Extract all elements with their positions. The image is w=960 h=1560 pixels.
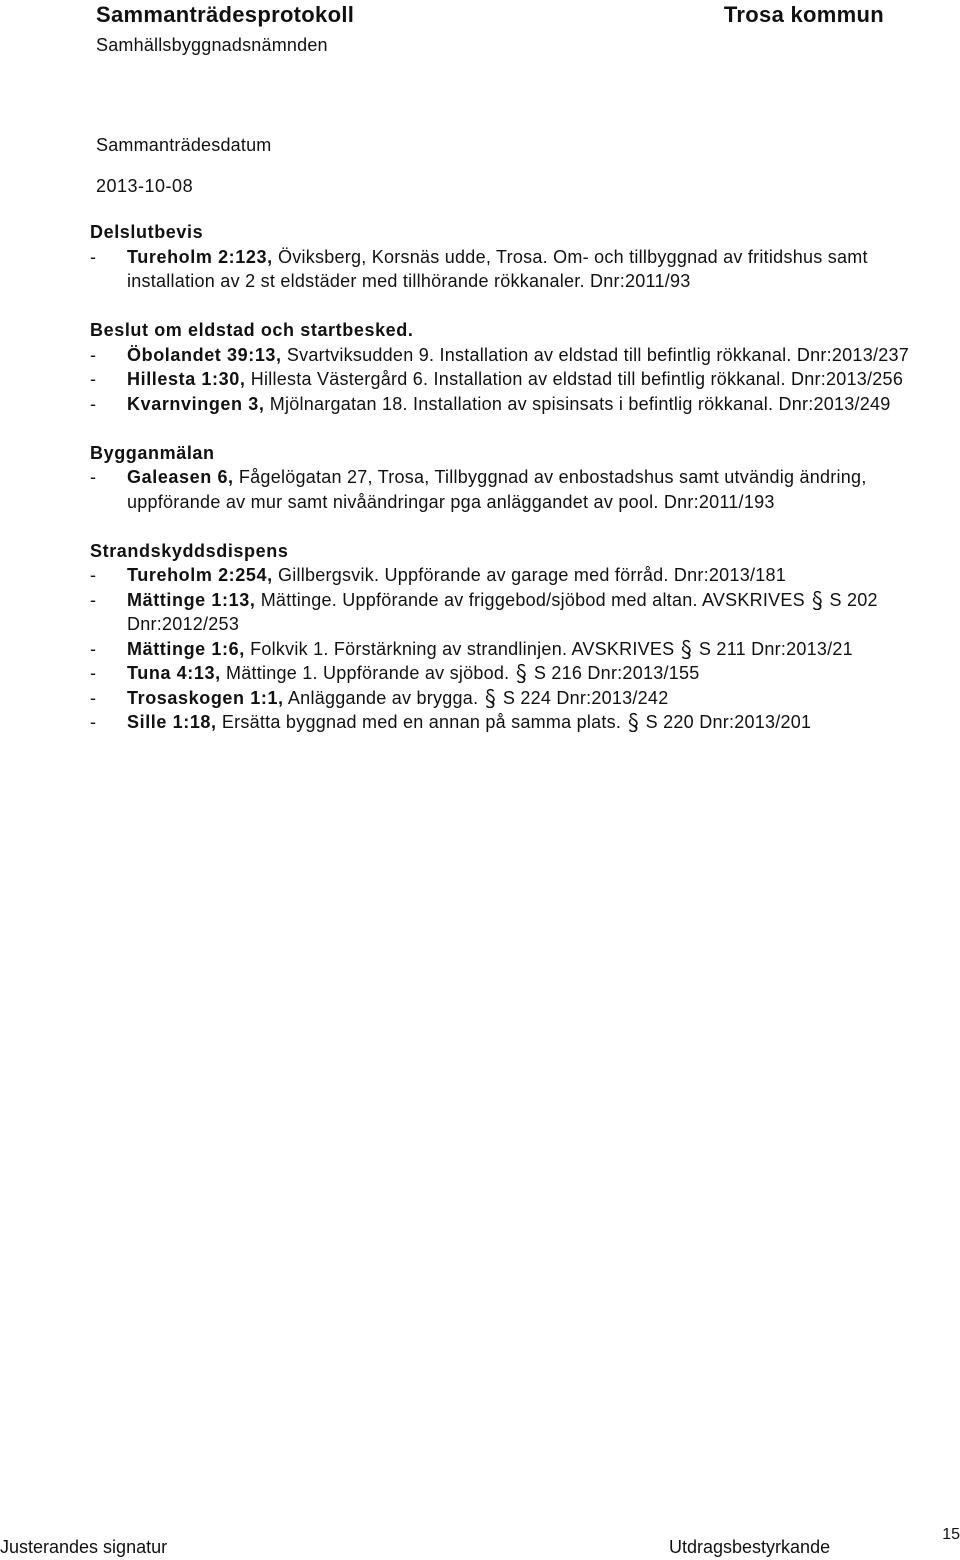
section-sign-icon	[680, 637, 694, 662]
property-designation: Tuna 4:13,	[127, 663, 221, 683]
list-item	[90, 588, 930, 637]
list-item	[90, 367, 930, 392]
list-marker: -	[90, 687, 97, 708]
list-item	[90, 686, 930, 711]
property-designation: Sille 1:18,	[127, 712, 217, 732]
list-item	[90, 637, 930, 662]
page-number: 15	[942, 1526, 960, 1543]
document-header	[96, 2, 354, 62]
list-marker: -	[90, 638, 97, 659]
item-list	[90, 343, 930, 417]
list-marker: -	[90, 369, 97, 389]
item-description: S 216 Dnr:2013/155	[528, 663, 700, 683]
list-item	[90, 563, 930, 588]
committee-name: Samhällsbyggnadsnämnden	[96, 35, 328, 55]
section	[90, 318, 930, 416]
municipality-name: Trosa kommun	[723, 2, 884, 27]
list-marker: -	[90, 663, 97, 683]
item-description: Gillbergsvik. Uppförande av garage med förråd. Dnr:2013/181	[272, 565, 786, 585]
section-sign-icon	[515, 661, 529, 686]
list-marker: -	[90, 344, 97, 365]
item-description: Anläggande av brygga.	[283, 687, 484, 708]
list-item	[90, 392, 930, 417]
list-marker: -	[90, 712, 97, 732]
item-description: Hillesta Västergård 6. Installation av eldstad till befintlig rökkanal. Dnr:2013/256	[245, 369, 904, 389]
list-marker: -	[90, 246, 97, 267]
property-designation: Tureholm 2:254,	[127, 565, 273, 585]
list-item	[90, 343, 930, 368]
section-sign-icon	[484, 686, 498, 711]
item-description: S 211 Dnr:2013/21	[693, 638, 853, 659]
property-designation: Tureholm 2:123,	[127, 246, 273, 267]
item-list	[90, 245, 930, 294]
section-heading: Beslut om eldstad och startbesked.	[90, 320, 414, 340]
property-designation: Öbolandet 39:13,	[127, 344, 282, 365]
property-designation: Kvarnvingen 3,	[127, 393, 265, 414]
property-designation: Hillesta 1:30,	[127, 369, 246, 389]
list-marker: -	[90, 467, 97, 487]
section-heading: Delslutbevis	[90, 222, 204, 242]
property-designation: Mättinge 1:6,	[127, 638, 245, 659]
item-description: Öviksberg, Korsnäs udde, Trosa. Om- och tillbyggnad av fritidshus samt installation av 2 st eldstäder med tillhörande rökkanaler. Dnr:2011/93	[127, 246, 868, 291]
section-heading: Bygganmälan	[90, 442, 215, 463]
document-title: Sammanträdesprotokoll	[96, 2, 355, 27]
section-sign-icon	[810, 588, 824, 613]
item-description: S 202 Dnr:2012/253	[127, 589, 878, 634]
item-description: Fågelögatan 27, Trosa, Tillbyggnad av enbostadshus samt utvändig ändring, uppförande av mur samt nivåändringar pga anläggandet av pool. Dnr:2011/193	[127, 467, 867, 512]
section	[90, 220, 930, 294]
section-heading: Strandskyddsdispens	[90, 540, 289, 561]
list-marker: -	[90, 589, 97, 610]
property-designation: Trosaskogen 1:1,	[127, 687, 284, 708]
item-description: S 224 Dnr:2013/242	[497, 687, 669, 708]
item-list	[90, 563, 930, 735]
footer-signature-label: Justerandes signatur	[0, 1537, 168, 1557]
footer-certification-label: Utdragsbestyrkande	[669, 1537, 831, 1557]
item-description: Mättinge. Uppförande av friggebod/sjöbod med altan. AVSKRIVES	[255, 589, 811, 610]
item-description: Folkvik 1. Förstärkning av strandlinjen. AVSKRIVES	[244, 638, 680, 659]
section	[90, 539, 930, 735]
item-description: Mättinge 1. Uppförande av sjöbod.	[220, 663, 515, 683]
list-item	[90, 710, 930, 735]
item-description: S 220 Dnr:2013/201	[640, 712, 812, 732]
property-designation: Galeasen 6,	[127, 467, 234, 487]
list-marker: -	[90, 565, 97, 585]
list-item	[90, 245, 930, 294]
property-designation: Mättinge 1:13,	[127, 589, 256, 610]
section-sign-icon	[626, 710, 640, 735]
item-description: Svartviksudden 9. Installation av eldstad till befintlig rökkanal. Dnr:2013/237	[281, 344, 909, 365]
section	[90, 441, 930, 515]
list-item	[90, 465, 930, 514]
item-description: Mjölnargatan 18. Installation av spisinsats i befintlig rökkanal. Dnr:2013/249	[264, 393, 891, 414]
meeting-date: 2013-10-08	[96, 176, 194, 196]
protocol-body	[90, 220, 930, 759]
item-description: Ersätta byggnad med en annan på samma plats.	[216, 712, 627, 732]
list-item	[90, 661, 930, 686]
item-list	[90, 465, 930, 514]
meeting-date-label: Sammanträdesdatum	[96, 135, 272, 155]
list-marker: -	[90, 393, 97, 414]
